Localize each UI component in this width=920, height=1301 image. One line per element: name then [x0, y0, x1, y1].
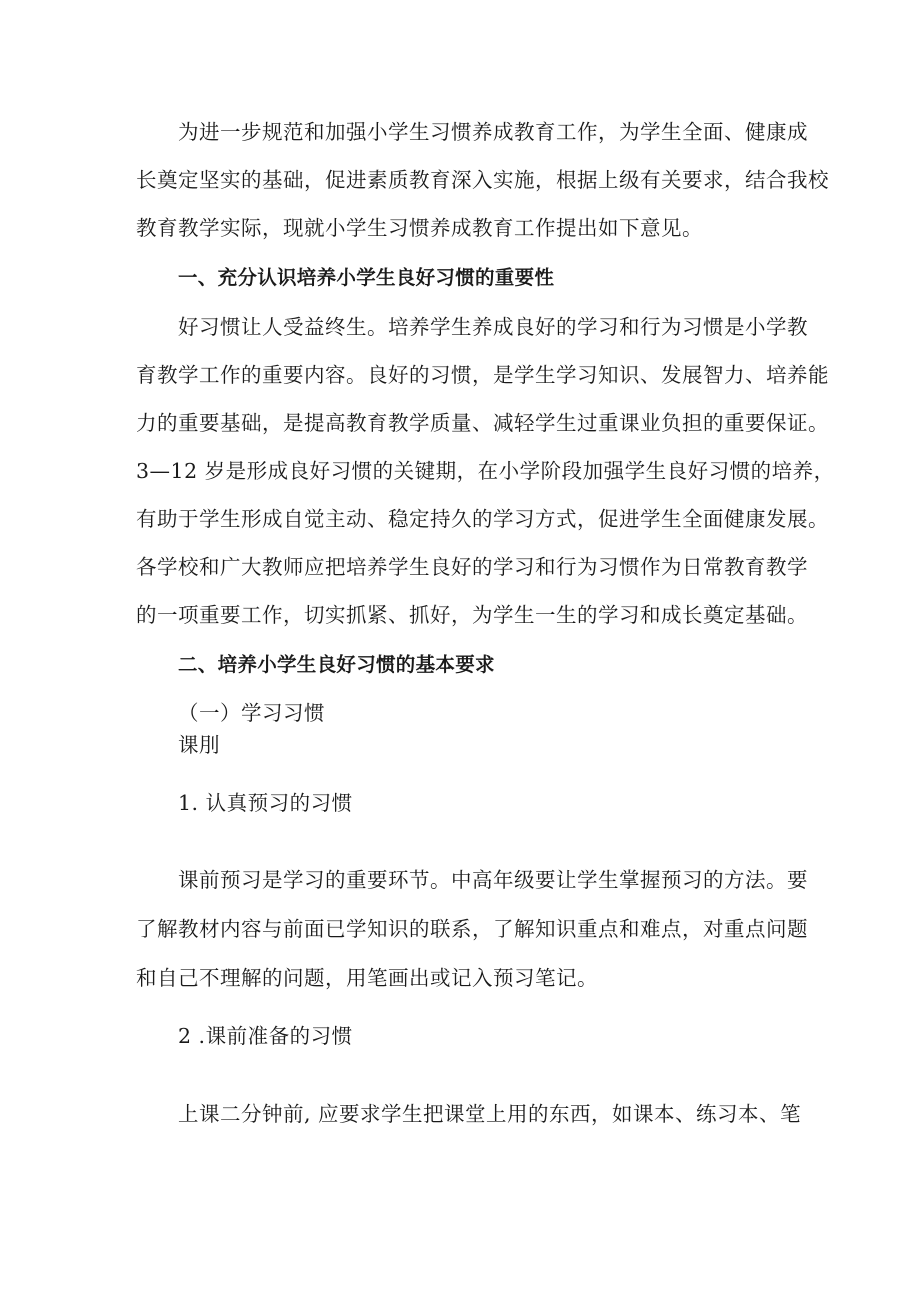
- item-1-line-2: 了解教材内容与前面已学知识的联系，了解知识重点和难点，对重点问题: [136, 917, 808, 941]
- section-1-line-5: 有助于学生形成自觉主动、稳定持久的学习方式，促进学生全面健康发展。: [136, 507, 829, 531]
- section-1-line-2: 育教学工作的重要内容。良好的习惯，是学生学习知识、发展智力、培养能: [136, 363, 829, 387]
- section-1-line-7: 的一项重要工作，切实抓紧、抓好，为学生一生的学习和成长奠定基础。: [136, 603, 808, 627]
- intro-line-1: 为进一步规范和加强小学生习惯养成教育工作，为学生全面、健康成: [178, 120, 808, 144]
- section-1-heading: 一、充分认识培养小学生良好习惯的重要性: [178, 266, 555, 289]
- intro-line-2: 长奠定坚实的基础，促进素质教育深入实施，根据上级有关要求，结合我校: [136, 168, 829, 192]
- item-1-title: 1. 认真预习的习惯: [178, 791, 353, 815]
- item-2-title: 2 .课前准备的习惯: [178, 1024, 353, 1048]
- section-1-line-6: 各学校和广大教师应把培养学生良好的学习和行为习惯作为日常教育教学: [136, 555, 808, 579]
- item-1-line-1: 课前预习是学习的重要环节。中高年级要让学生掌握预习的方法。要: [178, 868, 808, 892]
- section-2-heading: 二、培养小学生良好习惯的基本要求: [178, 653, 495, 676]
- section-1-line-3: 力的重要基础，是提高教育教学质量、减轻学生过重课业负担的重要保证。: [136, 411, 829, 435]
- subheading-study-habits: （一）学习习惯: [178, 701, 325, 725]
- section-1-line-4: 3—12 岁是形成良好习惯的关键期，在小学阶段加强学生良好习惯的培养，: [136, 459, 835, 483]
- item-1-line-3: 和自己不理解的问题，用笔画出或记入预习笔记。: [136, 966, 598, 990]
- item-2-line-1: 上课二分钟前, 应要求学生把课堂上用的东西，如课本、练习本、笔: [178, 1102, 802, 1126]
- stray-text: 课刖: [178, 733, 220, 757]
- section-1-line-1: 好习惯让人受益终生。培养学生养成良好的学习和行为习惯是小学教: [178, 315, 808, 339]
- intro-line-3: 教育教学实际，现就小学生习惯养成教育工作提出如下意见。: [136, 216, 703, 240]
